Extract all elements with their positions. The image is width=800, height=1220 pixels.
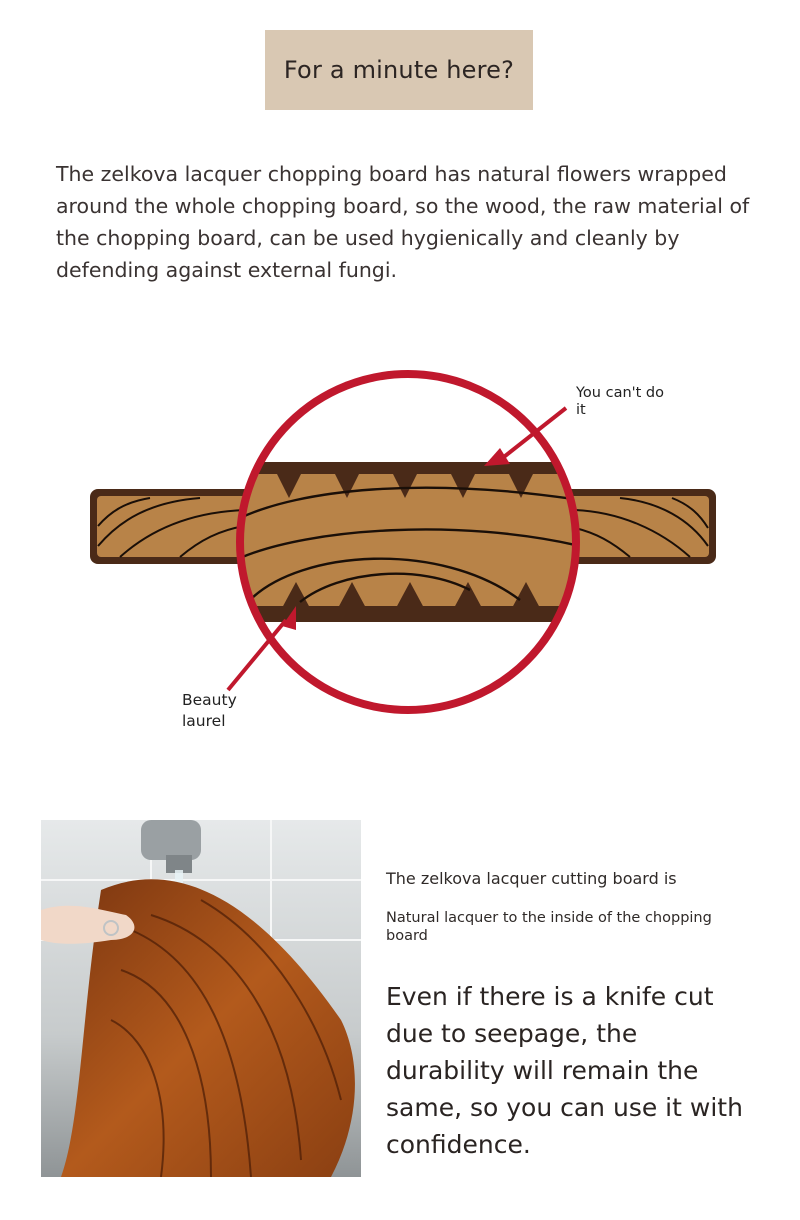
title-banner — [265, 30, 533, 110]
board-magnified — [200, 462, 620, 622]
page-title: For a minute here? — [283, 56, 515, 84]
washing-board-photo — [41, 820, 361, 1177]
intro-paragraph: The zelkova lacquer chopping board has natural flowers wrapped around the whole chopping board, so the wood, the raw material of the chopping board, can be used hygienically and cleanly by defending against external fungi. — [56, 162, 750, 282]
feature-line-1: The zelkova lacquer cutting board is — [386, 869, 677, 888]
callout-cant-do-it: You can't do it — [576, 385, 665, 418]
feature-line-2: Natural lacquer to the inside of the chopping board — [386, 910, 712, 944]
callout-beauty-laurel: Beauty laurel — [182, 691, 237, 730]
feature-body: Even if there is a knife cut due to seepage, the durability will remain the same, so you can use it with confidence. — [386, 982, 743, 1159]
board-cross-section-diagram — [0, 350, 800, 750]
